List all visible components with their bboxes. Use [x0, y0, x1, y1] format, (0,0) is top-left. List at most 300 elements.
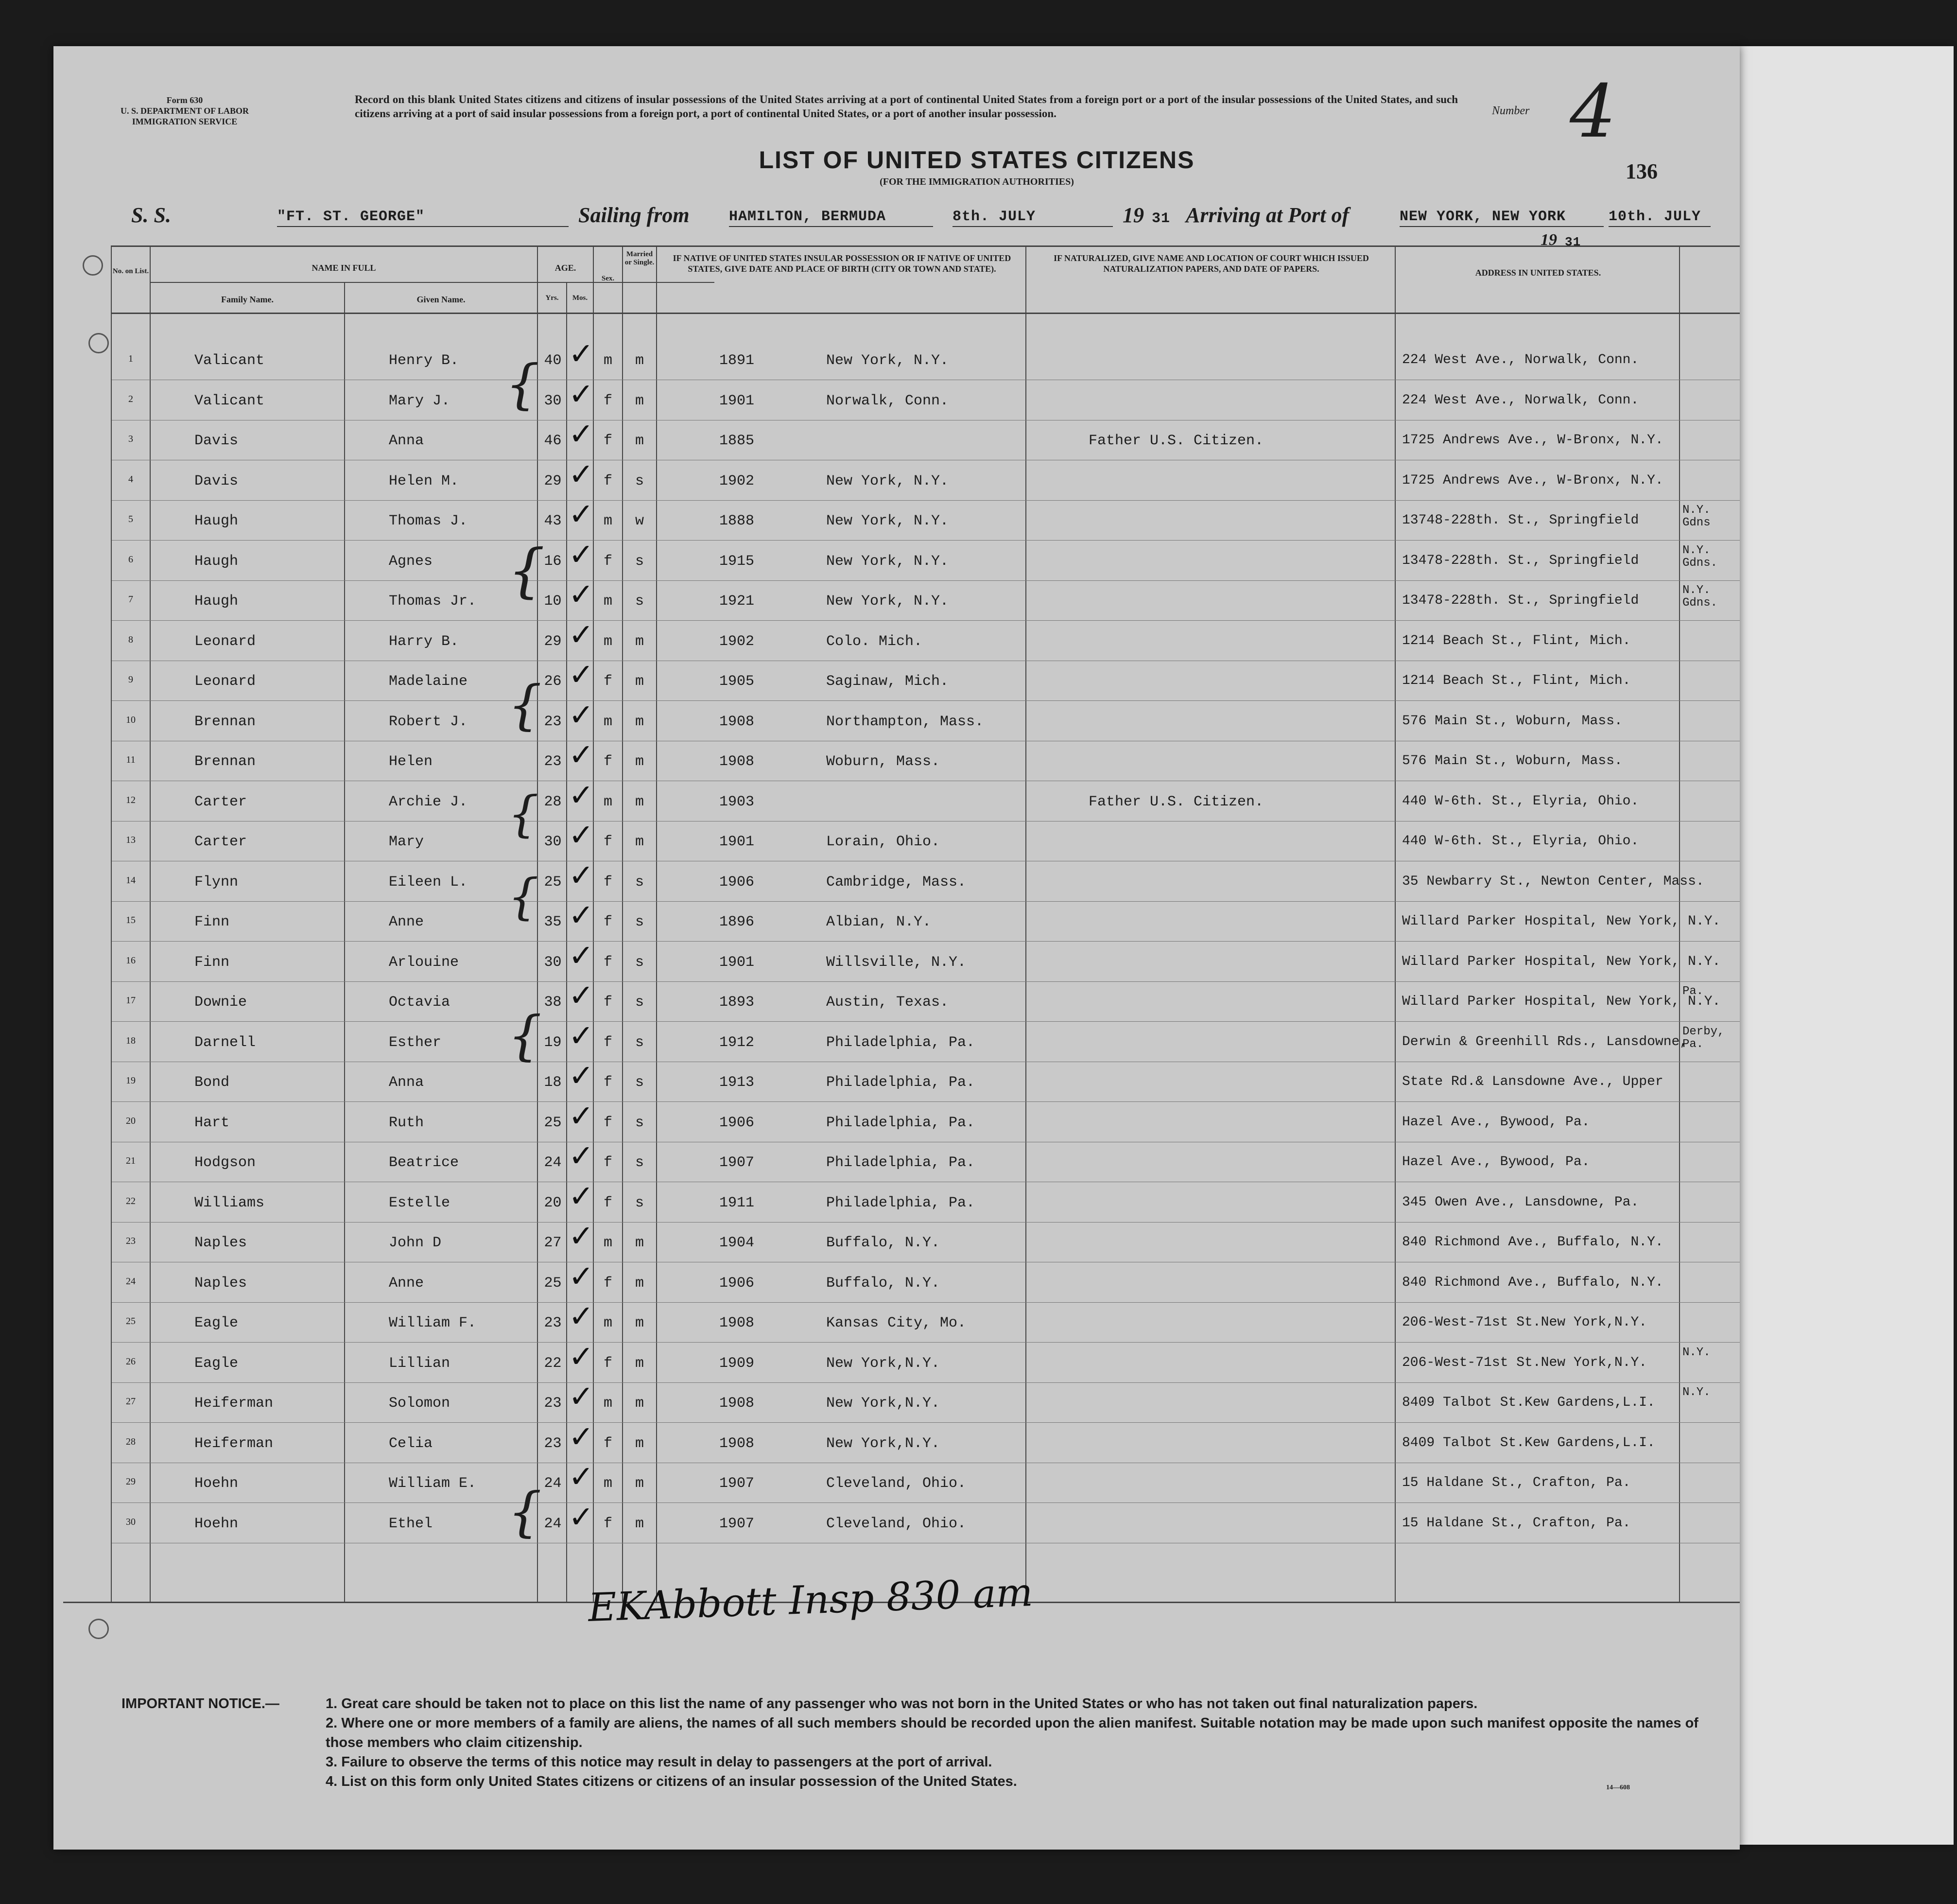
given-name: Mary [389, 834, 424, 850]
family-name: Leonard [194, 673, 256, 690]
marital-status: m [635, 1315, 644, 1331]
punch-hole [88, 1619, 109, 1639]
us-address-continued: Derby, Pa. [1682, 1025, 1725, 1051]
birth-place: Woburn, Mass. [826, 753, 940, 770]
us-address-continued: N.Y. [1682, 1386, 1711, 1399]
birth-year: 1885 [719, 433, 755, 449]
us-address: Derwin & Greenhill Rds., Lansdowne, [1402, 1034, 1688, 1049]
us-address: 1725 Andrews Ave., W-Bronx, N.Y. [1402, 433, 1663, 448]
sex: f [603, 1074, 612, 1091]
row-rule [112, 580, 1740, 581]
us-address: 440 W-6th. St., Elyria, Ohio. [1402, 793, 1639, 809]
sex: f [603, 1275, 612, 1292]
notice-item: 3. Failure to observe the terms of this notice may result in delay to passengers at the port of arrival. [326, 1754, 992, 1770]
us-address: 840 Richmond Ave., Buffalo, N.Y. [1402, 1275, 1663, 1290]
family-name: Davis [194, 433, 239, 449]
family-name: Leonard [194, 633, 256, 650]
family-name: Flynn [194, 873, 239, 891]
given-name: Eileen L. [389, 873, 468, 891]
marital-status: s [635, 1154, 644, 1171]
us-address: 576 Main St., Woburn, Mass. [1402, 713, 1623, 729]
birth-year: 1908 [719, 713, 755, 730]
birth-place: Colo. Mich. [826, 633, 923, 650]
col-header-married: Married or Single. [624, 250, 655, 266]
arriving-year-prefix: 19 [1541, 231, 1557, 249]
check-mark-icon: ✓ [569, 1338, 594, 1374]
family-name: Williams [194, 1194, 265, 1211]
marital-status: m [635, 834, 644, 850]
adjacent-page-edge [1740, 46, 1954, 1845]
us-address: Hazel Ave., Bywood, Pa. [1402, 1154, 1590, 1170]
birth-place: New York, N.Y. [826, 593, 949, 610]
punch-hole [88, 333, 109, 353]
row-number: 17 [126, 995, 136, 1006]
us-address: 15 Haldane St., Crafton, Pa. [1402, 1475, 1631, 1490]
birth-year: 1921 [719, 593, 755, 610]
given-name: Lillian [389, 1355, 450, 1372]
row-number: 16 [126, 955, 136, 966]
birth-year: 1901 [719, 954, 755, 971]
birth-place: Norwalk, Conn. [826, 392, 949, 409]
given-name: Anna [389, 433, 424, 449]
birth-place: Albian, N.Y. [826, 914, 932, 930]
sex: f [603, 834, 612, 850]
birth-year: 1906 [719, 1275, 755, 1292]
family-name: Hodgson [194, 1154, 256, 1171]
birth-place: Willsville, N.Y. [826, 954, 967, 971]
us-address: 206-West-71st St.New York,N.Y. [1402, 1315, 1647, 1330]
row-rule [112, 700, 1740, 701]
given-name: Mary J. [389, 392, 450, 409]
us-address-continued: N.Y. Gdns. [1682, 543, 1718, 570]
birth-place: Philadelphia, Pa. [826, 1154, 975, 1171]
age-years: 30 [544, 834, 562, 850]
check-mark-icon: ✓ [569, 416, 594, 452]
us-address: 345 Owen Ave., Lansdowne, Pa. [1402, 1194, 1639, 1210]
birth-place: New York,N.Y. [826, 1395, 940, 1412]
family-bracket: { [508, 1481, 542, 1543]
family-name: Eagle [194, 1315, 239, 1331]
row-number: 11 [126, 754, 136, 765]
sex: m [603, 352, 612, 369]
sex: f [603, 1515, 612, 1532]
row-number: 14 [126, 874, 136, 886]
check-mark-icon: ✓ [569, 536, 594, 572]
col-header-sex: Sex. [601, 275, 615, 282]
sailing-year-prefix: 19 [1123, 203, 1144, 227]
birth-year: 1909 [719, 1355, 755, 1372]
row-number: 6 [128, 554, 133, 565]
check-mark-icon: ✓ [569, 1138, 594, 1173]
family-name: Carter [194, 834, 247, 850]
us-address: 1214 Beach St., Flint, Mich. [1402, 633, 1631, 648]
marital-status: s [635, 954, 644, 971]
us-address: 1725 Andrews Ave., W-Bronx, N.Y. [1402, 472, 1663, 488]
family-bracket: { [508, 537, 545, 605]
age-years: 43 [544, 513, 562, 529]
age-years: 29 [544, 633, 562, 650]
marital-status: m [635, 1435, 644, 1452]
birth-place: New York, N.Y. [826, 513, 949, 529]
birth-place: Philadelphia, Pa. [826, 1194, 975, 1211]
us-address: 13478-228th. St., Springfield [1402, 553, 1639, 568]
family-name: Downie [194, 994, 247, 1011]
birth-place: Buffalo, N.Y. [826, 1235, 940, 1251]
marital-status: m [635, 793, 644, 810]
arriving-year-suffix: 31 [1565, 235, 1581, 249]
sailing-label: Sailing from [578, 203, 690, 227]
marital-status: s [635, 1194, 644, 1211]
given-name: Anna [389, 1074, 424, 1091]
voyage-line [131, 203, 1730, 237]
age-years: 24 [544, 1515, 562, 1532]
row-number: 3 [128, 434, 133, 444]
subheader-rule [151, 282, 714, 283]
marital-status: m [635, 1235, 644, 1251]
given-name: Robert J. [389, 713, 468, 730]
us-address: 224 West Ave., Norwalk, Conn. [1402, 352, 1639, 367]
us-address: 13748-228th. St., Springfield [1402, 513, 1639, 528]
age-years: 23 [544, 713, 562, 730]
check-mark-icon: ✓ [569, 336, 594, 371]
birth-place: Lorain, Ohio. [826, 834, 940, 850]
family-name: Davis [194, 472, 239, 489]
us-address-continued: Pa. [1682, 985, 1704, 998]
row-rule [112, 1502, 1740, 1503]
us-address: 13478-228th. St., Springfield [1402, 593, 1639, 608]
col-rule [150, 245, 151, 1602]
age-years: 27 [544, 1235, 562, 1251]
sex: f [603, 392, 612, 409]
marital-status: m [635, 352, 644, 369]
sex: m [603, 713, 612, 730]
marital-status: m [635, 673, 644, 690]
form-id-line: U. S. DEPARTMENT OF LABOR [120, 106, 249, 116]
given-name: Helen [389, 753, 433, 770]
marital-status: m [635, 1475, 644, 1492]
birth-year: 1908 [719, 1395, 755, 1412]
notice-item: 2. Where one or more members of a family are aliens, the names of all such members should be recorded upon the alien manifest. Suitable notation may be made upon such manifest opposite the names of those members who claim citizenship. [326, 1715, 1698, 1750]
form-code: 14—608 [1606, 1784, 1630, 1791]
us-address: 35 Newbarry St., Newton Center, Mass. [1402, 873, 1704, 889]
family-name: Hoehn [194, 1475, 239, 1492]
check-mark-icon: ✓ [569, 1178, 594, 1214]
sex: f [603, 433, 612, 449]
row-rule [112, 941, 1740, 942]
us-address: 224 West Ave., Norwalk, Conn. [1402, 392, 1639, 408]
row-number: 10 [126, 714, 136, 725]
age-years: 30 [544, 954, 562, 971]
col-header-naturalized: IF NATURALIZED, GIVE NAME AND LOCATION OF COURT WHICH ISSUED NATURALIZATION PAPERS, AND DATE OF PAPERS. [1054, 253, 1369, 274]
page-number: 136 [1626, 159, 1658, 183]
marital-status: s [635, 553, 644, 570]
check-mark-icon: ✓ [569, 937, 594, 973]
us-address: Willard Parker Hospital, New York, N.Y. [1402, 914, 1721, 929]
age-years: 25 [544, 1275, 562, 1292]
age-years: 24 [544, 1154, 562, 1171]
inspector-signature: EKAbbott Insp 830 am [587, 1570, 1034, 1630]
col-header-mos: Mos. [572, 294, 588, 302]
family-name: Darnell [194, 1034, 256, 1051]
birth-place: Philadelphia, Pa. [826, 1114, 975, 1131]
row-rule [112, 901, 1740, 902]
birth-year: 1896 [719, 914, 755, 930]
birth-place: Cleveland, Ohio. [826, 1475, 967, 1492]
us-address-continued: N.Y. [1682, 1345, 1711, 1359]
us-address: State Rd.& Lansdowne Ave., Upper [1402, 1074, 1663, 1089]
col-header-address: ADDRESS IN UNITED STATES. [1475, 268, 1601, 278]
sailing-date: 8th. JULY [953, 209, 1113, 227]
given-name: John D [389, 1235, 442, 1251]
marital-status: w [635, 513, 644, 529]
family-name: Naples [194, 1275, 247, 1292]
birth-year: 1908 [719, 1315, 755, 1331]
row-rule [112, 1422, 1740, 1423]
marital-status: m [635, 1395, 644, 1412]
check-mark-icon: ✓ [569, 1379, 594, 1414]
birth-year: 1907 [719, 1475, 755, 1492]
birth-year: 1904 [719, 1235, 755, 1251]
sex: f [603, 994, 612, 1011]
check-mark-icon: ✓ [569, 576, 594, 612]
us-address: 576 Main St., Woburn, Mass. [1402, 753, 1623, 769]
ship-name: "FT. ST. GEORGE" [277, 209, 569, 227]
naturalization-note: Father U.S. Citizen. [1089, 433, 1264, 449]
birth-year: 1911 [719, 1194, 755, 1211]
us-address: 1214 Beach St., Flint, Mich. [1402, 673, 1631, 688]
age-years: 38 [544, 994, 562, 1011]
check-mark-icon: ✓ [569, 376, 594, 412]
birth-place: Saginaw, Mich. [826, 673, 949, 690]
sex: f [603, 753, 612, 770]
age-years: 40 [544, 352, 562, 369]
sex: f [603, 472, 612, 489]
birth-year: 1888 [719, 513, 755, 529]
number-label: Number [1492, 105, 1530, 117]
row-number: 26 [126, 1356, 136, 1367]
sex: f [603, 1435, 612, 1452]
us-address-continued: N.Y. Gdns. [1682, 584, 1718, 610]
birth-year: 1902 [719, 633, 755, 650]
arriving-port: NEW YORK, NEW YORK [1400, 209, 1604, 227]
birth-place: Cambridge, Mass. [826, 873, 967, 891]
row-rule [112, 1222, 1740, 1223]
sex: f [603, 673, 612, 690]
birth-place: Cleveland, Ohio. [826, 1515, 967, 1532]
family-name: Haugh [194, 513, 239, 529]
row-number: 19 [126, 1075, 136, 1086]
sex: m [603, 1475, 612, 1492]
birth-place: New York, N.Y. [826, 352, 949, 369]
birth-year: 1903 [719, 793, 755, 810]
row-number: 15 [126, 915, 136, 926]
arriving-date: 10th. JULY [1609, 209, 1711, 227]
age-years: 16 [544, 553, 562, 570]
check-mark-icon: ✓ [569, 697, 594, 733]
birth-place: Northampton, Mass. [826, 713, 984, 730]
col-header-yrs: Yrs. [545, 294, 559, 302]
page-subtitle: (FOR THE IMMIGRATION AUTHORITIES) [880, 176, 1074, 187]
check-mark-icon: ✓ [569, 1017, 594, 1053]
given-name: Celia [389, 1435, 433, 1452]
birth-place: Philadelphia, Pa. [826, 1074, 975, 1091]
family-name: Heiferman [194, 1395, 274, 1412]
us-address: 840 Richmond Ave., Buffalo, N.Y. [1402, 1235, 1663, 1250]
marital-status: s [635, 1074, 644, 1091]
family-name: Haugh [194, 593, 239, 610]
col-header-given-name: Given Name. [416, 295, 466, 304]
ss-label: S. S. [131, 203, 171, 227]
page-title: LIST OF UNITED STATES CITIZENS [759, 146, 1195, 174]
birth-place: Buffalo, N.Y. [826, 1275, 940, 1292]
birth-year: 1913 [719, 1074, 755, 1091]
family-name: Eagle [194, 1355, 239, 1372]
given-name: Thomas Jr. [389, 593, 477, 610]
row-number: 13 [126, 835, 136, 845]
age-years: 35 [544, 914, 562, 930]
row-number: 4 [128, 473, 133, 485]
us-address: Willard Parker Hospital, New York, N.Y. [1402, 994, 1721, 1009]
row-rule [112, 1342, 1740, 1343]
check-mark-icon: ✓ [569, 1258, 594, 1294]
check-mark-icon: ✓ [569, 1218, 594, 1254]
check-mark-icon: ✓ [569, 777, 594, 813]
marital-status: s [635, 994, 644, 1011]
arriving-label: Arriving at Port of [1186, 203, 1350, 227]
row-rule [112, 1382, 1740, 1383]
sex: m [603, 593, 612, 610]
col-header-name-in-full: NAME IN FULL [312, 263, 376, 273]
row-number: 25 [126, 1316, 136, 1327]
family-name: Brennan [194, 753, 256, 770]
family-name: Brennan [194, 713, 256, 730]
col-header-age: AGE. [554, 263, 576, 273]
sex: f [603, 954, 612, 971]
age-years: 25 [544, 1114, 562, 1131]
age-years: 30 [544, 392, 562, 409]
form-id-line: Form 630 [166, 95, 203, 105]
sex: f [603, 914, 612, 930]
check-mark-icon: ✓ [569, 616, 594, 652]
check-mark-icon: ✓ [569, 1058, 594, 1093]
marital-status: s [635, 914, 644, 930]
col-rule [1025, 245, 1026, 1602]
marital-status: m [635, 753, 644, 770]
row-number: 5 [128, 514, 133, 524]
birth-place: New York,N.Y. [826, 1435, 940, 1452]
age-years: 19 [544, 1034, 562, 1051]
age-years: 24 [544, 1475, 562, 1492]
naturalization-note: Father U.S. Citizen. [1089, 793, 1264, 810]
row-number: 24 [126, 1275, 136, 1287]
row-number: 21 [126, 1155, 136, 1166]
check-mark-icon: ✓ [569, 1298, 594, 1334]
marital-status: m [635, 433, 644, 449]
birth-year: 1908 [719, 1435, 755, 1452]
row-number: 20 [126, 1115, 136, 1126]
row-number: 22 [126, 1195, 136, 1206]
row-number: 29 [126, 1476, 136, 1487]
age-years: 23 [544, 753, 562, 770]
given-name: Anne [389, 914, 424, 930]
given-name: Estelle [389, 1194, 450, 1211]
given-name: Esther [389, 1034, 442, 1051]
us-address: 8409 Talbot St.Kew Gardens,L.I. [1402, 1435, 1655, 1450]
birth-place: Kansas City, Mo. [826, 1315, 967, 1331]
sex: f [603, 1114, 612, 1131]
birth-year: 1908 [719, 753, 755, 770]
age-years: 20 [544, 1194, 562, 1211]
family-name: Hoehn [194, 1515, 239, 1532]
us-address: 206-West-71st St.New York,N.Y. [1402, 1355, 1647, 1370]
row-rule [112, 981, 1740, 982]
age-years: 18 [544, 1074, 562, 1091]
sex: f [603, 553, 612, 570]
sex: f [603, 1154, 612, 1171]
sex: m [603, 633, 612, 650]
age-years: 46 [544, 433, 562, 449]
col-rule [344, 282, 345, 1602]
given-name: Solomon [389, 1395, 450, 1412]
birth-year: 1901 [719, 392, 755, 409]
marital-status: m [635, 633, 644, 650]
row-number: 18 [126, 1035, 136, 1046]
birth-place: New York, N.Y. [826, 553, 949, 570]
row-number: 27 [126, 1396, 136, 1407]
notice-item: 4. List on this form only United States citizens or citizens of an insular possession of the United States. [326, 1774, 1017, 1789]
row-number: 8 [128, 634, 133, 645]
family-name: Carter [194, 793, 247, 810]
family-bracket: { [505, 353, 539, 415]
us-address: 8409 Talbot St.Kew Gardens,L.I. [1402, 1395, 1655, 1410]
birth-place: New York,N.Y. [826, 1355, 940, 1372]
family-name: Heiferman [194, 1435, 274, 1452]
birth-place: New York, N.Y. [826, 472, 949, 489]
age-years: 22 [544, 1355, 562, 1372]
row-number: 7 [128, 594, 133, 605]
given-name: Beatrice [389, 1154, 459, 1171]
citizen-list-sheet [53, 46, 1740, 1850]
row-rule [112, 620, 1740, 621]
given-name: Ethel [389, 1515, 433, 1532]
given-name: Octavia [389, 994, 450, 1011]
sex: f [603, 1194, 612, 1211]
sex: f [603, 1355, 612, 1372]
us-address: Hazel Ave., Bywood, Pa. [1402, 1114, 1590, 1130]
notice-item: 1. Great care should be taken not to place on this list the name of any passenger who was not born in the United States or who has not taken out final naturalization papers. [326, 1696, 1478, 1712]
check-mark-icon: ✓ [569, 657, 594, 692]
given-name: Ruth [389, 1114, 424, 1131]
given-name: Arlouine [389, 954, 459, 971]
check-mark-icon: ✓ [569, 496, 594, 532]
col-rule [566, 282, 567, 1602]
check-mark-icon: ✓ [569, 978, 594, 1013]
family-bracket: { [508, 674, 542, 736]
marital-status: s [635, 593, 644, 610]
row-rule [112, 1101, 1740, 1102]
family-bracket: { [508, 1004, 542, 1066]
sex: f [603, 873, 612, 891]
age-years: 25 [544, 873, 562, 891]
given-name: Anne [389, 1275, 424, 1292]
us-address: Willard Parker Hospital, New York, N.Y. [1402, 954, 1721, 969]
sex: f [603, 1034, 612, 1051]
sex: m [603, 513, 612, 529]
row-number: 30 [126, 1516, 136, 1527]
marital-status: m [635, 392, 644, 409]
col-header-birth: IF NATIVE OF UNITED STATES INSULAR POSSESSION OR IF NATIVE OF UNITED STATES, GIVE DATE AND PLACE OF BIRTH (CITY OR TOWN AND STATE). [673, 253, 1011, 274]
family-name: Valicant [194, 392, 265, 409]
